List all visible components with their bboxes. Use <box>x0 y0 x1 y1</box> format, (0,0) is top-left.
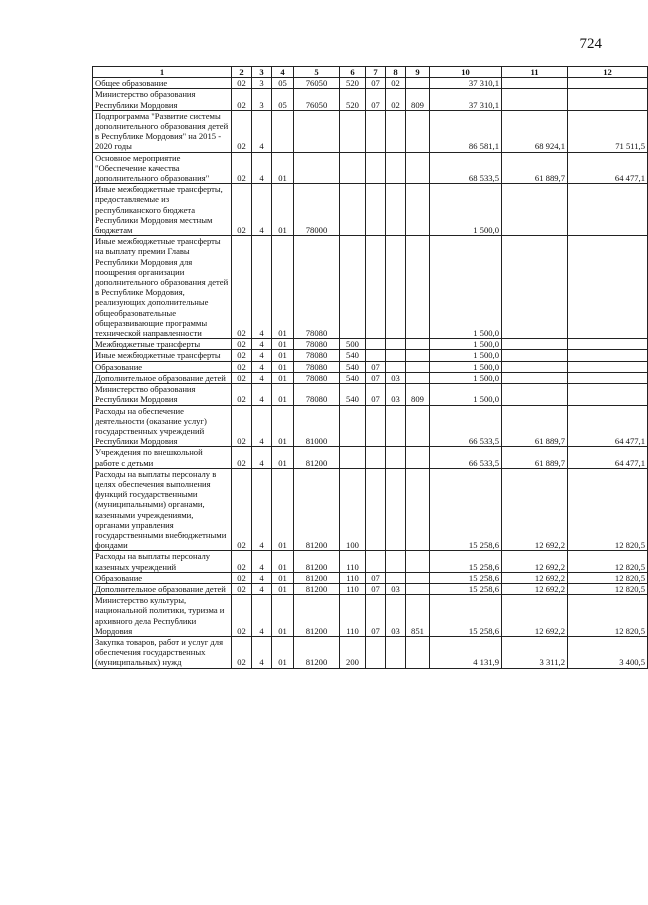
cell-col-12: 12 820,5 <box>568 468 648 551</box>
cell-col-3: 4 <box>252 405 272 447</box>
cell-col-5: 81000 <box>294 405 340 447</box>
cell-col-10: 1 500,0 <box>430 236 502 339</box>
cell-col-6 <box>340 152 366 184</box>
cell-col-11 <box>502 184 568 236</box>
cell-col-9 <box>406 551 430 572</box>
cell-col-6: 520 <box>340 89 366 110</box>
cell-col-5: 81200 <box>294 468 340 551</box>
cell-col-12 <box>568 372 648 383</box>
table-row <box>93 350 648 361</box>
cell-col-8 <box>386 447 406 468</box>
cell-col-6: 110 <box>340 572 366 583</box>
table-row <box>93 595 648 637</box>
cell-col-2: 02 <box>232 236 252 339</box>
cell-col-4: 01 <box>272 447 294 468</box>
cell-col-2: 02 <box>232 152 252 184</box>
cell-col-8: 02 <box>386 78 406 89</box>
row-name-cell: Учреждения по внешкольной работе с детьми <box>93 447 232 468</box>
cell-col-12: 64 477,1 <box>568 152 648 184</box>
cell-col-8 <box>386 551 406 572</box>
cell-col-9 <box>406 405 430 447</box>
table-row <box>93 78 648 89</box>
cell-col-10: 15 258,6 <box>430 468 502 551</box>
cell-col-5: 81200 <box>294 583 340 594</box>
row-name-cell: Образование <box>93 361 232 372</box>
cell-col-12: 12 820,5 <box>568 551 648 572</box>
cell-col-4: 01 <box>272 361 294 372</box>
cell-col-9 <box>406 447 430 468</box>
cell-col-2: 02 <box>232 636 252 668</box>
cell-col-7: 07 <box>366 372 386 383</box>
cell-col-9 <box>406 372 430 383</box>
cell-col-12 <box>568 384 648 405</box>
column-header-8: 8 <box>386 67 406 78</box>
cell-col-12 <box>568 78 648 89</box>
cell-col-7 <box>366 636 386 668</box>
cell-col-2: 02 <box>232 405 252 447</box>
cell-col-5: 81200 <box>294 636 340 668</box>
cell-col-8 <box>386 636 406 668</box>
cell-col-7: 07 <box>366 89 386 110</box>
cell-col-4: 01 <box>272 350 294 361</box>
cell-col-6: 110 <box>340 595 366 637</box>
row-name-cell: Основное мероприятие "Обеспечение качества дополнительного образования" <box>93 152 232 184</box>
cell-col-3: 4 <box>252 595 272 637</box>
row-name-cell: Межбюджетные трансферты <box>93 339 232 350</box>
table-row <box>93 339 648 350</box>
cell-col-9: 809 <box>406 384 430 405</box>
cell-col-11 <box>502 384 568 405</box>
cell-col-8 <box>386 110 406 152</box>
cell-col-10: 1 500,0 <box>430 372 502 383</box>
row-name-cell: Министерство образования Республики Мордовия <box>93 89 232 110</box>
cell-col-11 <box>502 78 568 89</box>
cell-col-3: 4 <box>252 110 272 152</box>
row-name-cell: Иные межбюджетные трансферты <box>93 350 232 361</box>
cell-col-10: 15 258,6 <box>430 572 502 583</box>
cell-col-8: 03 <box>386 583 406 594</box>
cell-col-3: 4 <box>252 447 272 468</box>
cell-col-12: 64 477,1 <box>568 405 648 447</box>
table-row <box>93 636 648 668</box>
cell-col-10: 66 533,5 <box>430 405 502 447</box>
row-name-cell: Дополнительное образование детей <box>93 583 232 594</box>
cell-col-6: 540 <box>340 372 366 383</box>
cell-col-9 <box>406 636 430 668</box>
cell-col-10: 1 500,0 <box>430 184 502 236</box>
cell-col-11: 12 692,2 <box>502 468 568 551</box>
column-header-6: 6 <box>340 67 366 78</box>
cell-col-3: 4 <box>252 384 272 405</box>
column-header-7: 7 <box>366 67 386 78</box>
cell-col-6: 540 <box>340 384 366 405</box>
cell-col-7 <box>366 110 386 152</box>
cell-col-10: 86 581,1 <box>430 110 502 152</box>
cell-col-3: 3 <box>252 78 272 89</box>
cell-col-5: 81200 <box>294 447 340 468</box>
cell-col-6: 520 <box>340 78 366 89</box>
cell-col-2: 02 <box>232 361 252 372</box>
cell-col-10: 1 500,0 <box>430 361 502 372</box>
cell-col-7 <box>366 551 386 572</box>
cell-col-4: 01 <box>272 339 294 350</box>
cell-col-9 <box>406 152 430 184</box>
cell-col-2: 02 <box>232 184 252 236</box>
cell-col-11: 3 311,2 <box>502 636 568 668</box>
cell-col-4: 05 <box>272 89 294 110</box>
table-body <box>93 78 648 668</box>
row-name-cell: Расходы на выплаты персоналу казенных учреждений <box>93 551 232 572</box>
cell-col-4: 05 <box>272 78 294 89</box>
cell-col-11 <box>502 339 568 350</box>
cell-col-6: 500 <box>340 339 366 350</box>
cell-col-3: 4 <box>252 468 272 551</box>
cell-col-2: 02 <box>232 384 252 405</box>
table-row <box>93 468 648 551</box>
column-header-2: 2 <box>232 67 252 78</box>
cell-col-4: 01 <box>272 184 294 236</box>
row-name-cell: Министерство культуры, национальной политики, туризма и архивного дела Республики Мордовия <box>93 595 232 637</box>
cell-col-2: 02 <box>232 372 252 383</box>
cell-col-10: 15 258,6 <box>430 551 502 572</box>
table-row <box>93 405 648 447</box>
cell-col-12: 3 400,5 <box>568 636 648 668</box>
cell-col-12: 71 511,5 <box>568 110 648 152</box>
cell-col-10: 1 500,0 <box>430 339 502 350</box>
cell-col-5: 78080 <box>294 339 340 350</box>
cell-col-4: 01 <box>272 384 294 405</box>
cell-col-10: 37 310,1 <box>430 89 502 110</box>
cell-col-2: 02 <box>232 468 252 551</box>
cell-col-2: 02 <box>232 110 252 152</box>
cell-col-9 <box>406 184 430 236</box>
cell-col-9 <box>406 78 430 89</box>
cell-col-9: 809 <box>406 89 430 110</box>
cell-col-4: 01 <box>272 468 294 551</box>
cell-col-12 <box>568 350 648 361</box>
cell-col-11: 12 692,2 <box>502 583 568 594</box>
cell-col-6 <box>340 110 366 152</box>
cell-col-10: 1 500,0 <box>430 350 502 361</box>
cell-col-2: 02 <box>232 572 252 583</box>
cell-col-7: 07 <box>366 78 386 89</box>
cell-col-8 <box>386 152 406 184</box>
cell-col-6: 100 <box>340 468 366 551</box>
cell-col-2: 02 <box>232 89 252 110</box>
cell-col-3: 4 <box>252 551 272 572</box>
cell-col-10: 4 131,9 <box>430 636 502 668</box>
cell-col-12 <box>568 184 648 236</box>
cell-col-5 <box>294 110 340 152</box>
cell-col-8: 03 <box>386 372 406 383</box>
cell-col-2: 02 <box>232 551 252 572</box>
page-number: 724 <box>579 36 602 52</box>
cell-col-7 <box>366 350 386 361</box>
cell-col-7 <box>366 447 386 468</box>
table-row <box>93 110 648 152</box>
cell-col-5: 78000 <box>294 184 340 236</box>
cell-col-3: 4 <box>252 636 272 668</box>
table-row <box>93 384 648 405</box>
row-name-cell: Общее образование <box>93 78 232 89</box>
cell-col-11: 12 692,2 <box>502 551 568 572</box>
column-header-10: 10 <box>430 67 502 78</box>
column-header-12: 12 <box>568 67 648 78</box>
cell-col-8 <box>386 350 406 361</box>
cell-col-11: 61 889,7 <box>502 152 568 184</box>
cell-col-4: 01 <box>272 152 294 184</box>
cell-col-11: 61 889,7 <box>502 447 568 468</box>
cell-col-10: 37 310,1 <box>430 78 502 89</box>
table-row <box>93 89 648 110</box>
cell-col-5: 81200 <box>294 595 340 637</box>
cell-col-8: 03 <box>386 384 406 405</box>
cell-col-9: 851 <box>406 595 430 637</box>
cell-col-8 <box>386 339 406 350</box>
cell-col-7 <box>366 236 386 339</box>
row-name-cell: Закупка товаров, работ и услуг для обеспечения государственных (муниципальных) нужд <box>93 636 232 668</box>
cell-col-3: 4 <box>252 152 272 184</box>
table-row <box>93 361 648 372</box>
cell-col-12: 12 820,5 <box>568 595 648 637</box>
cell-col-9 <box>406 572 430 583</box>
cell-col-6: 110 <box>340 583 366 594</box>
cell-col-4 <box>272 110 294 152</box>
cell-col-11 <box>502 350 568 361</box>
cell-col-8 <box>386 361 406 372</box>
cell-col-8: 02 <box>386 89 406 110</box>
cell-col-7 <box>366 468 386 551</box>
cell-col-4: 01 <box>272 551 294 572</box>
cell-col-2: 02 <box>232 350 252 361</box>
cell-col-7: 07 <box>366 595 386 637</box>
cell-col-11 <box>502 372 568 383</box>
cell-col-5: 76050 <box>294 89 340 110</box>
cell-col-9 <box>406 110 430 152</box>
cell-col-4: 01 <box>272 572 294 583</box>
cell-col-8 <box>386 405 406 447</box>
cell-col-10: 15 258,6 <box>430 595 502 637</box>
cell-col-3: 4 <box>252 572 272 583</box>
cell-col-5: 78080 <box>294 361 340 372</box>
cell-col-6: 540 <box>340 361 366 372</box>
cell-col-11: 12 692,2 <box>502 595 568 637</box>
cell-col-3: 4 <box>252 184 272 236</box>
cell-col-5: 81200 <box>294 572 340 583</box>
cell-col-5: 78080 <box>294 372 340 383</box>
cell-col-7: 07 <box>366 572 386 583</box>
cell-col-8 <box>386 184 406 236</box>
cell-col-9 <box>406 361 430 372</box>
cell-col-7 <box>366 339 386 350</box>
cell-col-5: 78080 <box>294 384 340 405</box>
cell-col-2: 02 <box>232 595 252 637</box>
cell-col-9 <box>406 468 430 551</box>
cell-col-3: 3 <box>252 89 272 110</box>
cell-col-3: 4 <box>252 361 272 372</box>
cell-col-2: 02 <box>232 583 252 594</box>
cell-col-11: 12 692,2 <box>502 572 568 583</box>
cell-col-12 <box>568 361 648 372</box>
table-row <box>93 184 648 236</box>
table-row <box>93 236 648 339</box>
table-row <box>93 447 648 468</box>
cell-col-7 <box>366 152 386 184</box>
cell-col-6 <box>340 447 366 468</box>
cell-col-12 <box>568 89 648 110</box>
cell-col-10: 15 258,6 <box>430 583 502 594</box>
cell-col-3: 4 <box>252 236 272 339</box>
cell-col-5: 78080 <box>294 350 340 361</box>
cell-col-3: 4 <box>252 583 272 594</box>
cell-col-9 <box>406 339 430 350</box>
column-header-11: 11 <box>502 67 568 78</box>
cell-col-11: 61 889,7 <box>502 405 568 447</box>
table-row <box>93 572 648 583</box>
cell-col-10: 68 533,5 <box>430 152 502 184</box>
row-name-cell: Иные межбюджетные трансферты на выплату премии Главы Республики Мордовия для поощрения организации дополнительного образования детей в Республике Мордовия, реализующих дополнительные общеобразовательные общеразвивающие программы технической направленности <box>93 236 232 339</box>
row-name-cell: Расходы на обеспечение деятельности (оказание услуг) государственных учреждений Республики Мордовия <box>93 405 232 447</box>
cell-col-11 <box>502 361 568 372</box>
row-name-cell: Подпрограмма "Развитие системы дополнительного образования детей в Республике Мордовия" на 2015 - 2020 годы <box>93 110 232 152</box>
table-row <box>93 583 648 594</box>
cell-col-5: 76050 <box>294 78 340 89</box>
cell-col-2: 02 <box>232 78 252 89</box>
table-row <box>93 372 648 383</box>
cell-col-12 <box>568 236 648 339</box>
cell-col-12 <box>568 339 648 350</box>
cell-col-2: 02 <box>232 339 252 350</box>
cell-col-8 <box>386 468 406 551</box>
cell-col-10: 1 500,0 <box>430 384 502 405</box>
cell-col-4: 01 <box>272 583 294 594</box>
cell-col-4: 01 <box>272 372 294 383</box>
cell-col-8 <box>386 572 406 583</box>
cell-col-10: 66 533,5 <box>430 447 502 468</box>
cell-col-7 <box>366 184 386 236</box>
budget-table <box>92 66 648 669</box>
cell-col-4: 01 <box>272 405 294 447</box>
cell-col-9 <box>406 350 430 361</box>
cell-col-6 <box>340 184 366 236</box>
cell-col-3: 4 <box>252 372 272 383</box>
cell-col-6: 110 <box>340 551 366 572</box>
cell-col-5: 81200 <box>294 551 340 572</box>
cell-col-4: 01 <box>272 236 294 339</box>
cell-col-5 <box>294 152 340 184</box>
cell-col-11 <box>502 89 568 110</box>
row-name-cell: Образование <box>93 572 232 583</box>
cell-col-7: 07 <box>366 583 386 594</box>
cell-col-7: 07 <box>366 361 386 372</box>
cell-col-6 <box>340 236 366 339</box>
cell-col-4: 01 <box>272 595 294 637</box>
cell-col-12: 12 820,5 <box>568 583 648 594</box>
table-row <box>93 152 648 184</box>
table-row <box>93 551 648 572</box>
cell-col-6: 540 <box>340 350 366 361</box>
row-name-cell: Дополнительное образование детей <box>93 372 232 383</box>
cell-col-5: 78080 <box>294 236 340 339</box>
cell-col-8: 03 <box>386 595 406 637</box>
column-header-5: 5 <box>294 67 340 78</box>
cell-col-3: 4 <box>252 350 272 361</box>
cell-col-11: 68 924,1 <box>502 110 568 152</box>
column-header-4: 4 <box>272 67 294 78</box>
cell-col-7: 07 <box>366 384 386 405</box>
cell-col-4: 01 <box>272 636 294 668</box>
row-name-cell: Расходы на выплаты персоналу в целях обеспечения выполнения функций государственными (муниципальными) органами, казенными учреждениями, органами управления государственными внебюджетными фондами <box>93 468 232 551</box>
cell-col-8 <box>386 236 406 339</box>
row-name-cell: Иные межбюджетные трансферты, предоставляемые из республиканского бюджета Республики Мордовия местным бюджетам <box>93 184 232 236</box>
column-header-3: 3 <box>252 67 272 78</box>
cell-col-9 <box>406 236 430 339</box>
cell-col-7 <box>366 405 386 447</box>
cell-col-12: 64 477,1 <box>568 447 648 468</box>
cell-col-6 <box>340 405 366 447</box>
cell-col-9 <box>406 583 430 594</box>
header-row <box>93 67 648 78</box>
cell-col-2: 02 <box>232 447 252 468</box>
cell-col-6: 200 <box>340 636 366 668</box>
cell-col-11 <box>502 236 568 339</box>
row-name-cell: Министерство образования Республики Мордовия <box>93 384 232 405</box>
cell-col-12: 12 820,5 <box>568 572 648 583</box>
column-header-9: 9 <box>406 67 430 78</box>
column-header-1: 1 <box>93 67 232 78</box>
cell-col-3: 4 <box>252 339 272 350</box>
